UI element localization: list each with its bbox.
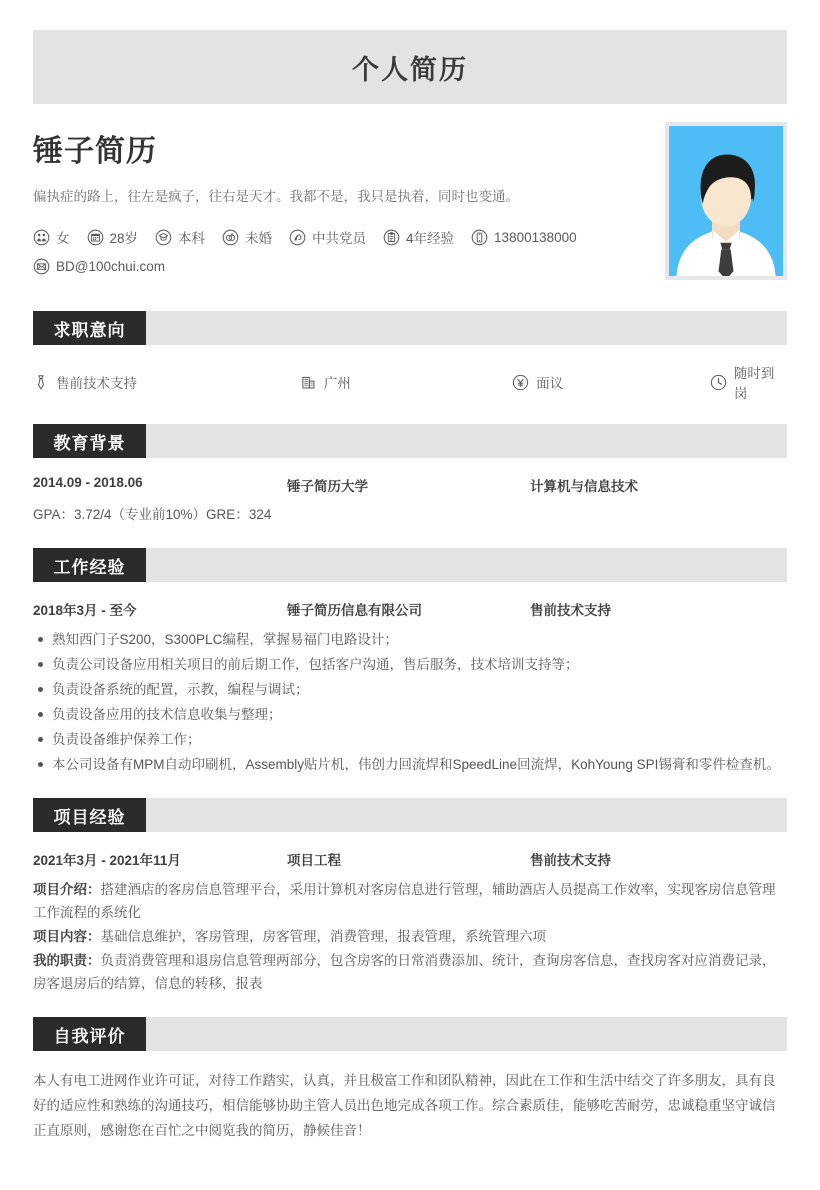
project-entry-header — [33, 849, 787, 869]
section-header-project — [33, 798, 787, 832]
list-item: 负责设备系统的配置，示教，编程与调试； — [33, 678, 787, 701]
project-intro-text: 搭建酒店的客房信息管理平台，采用计算机对客房信息进行管理，辅助酒店人员提高工作效率，实现客房信息管理工作流程的系统化 — [33, 882, 776, 920]
intention-salary — [512, 372, 710, 392]
intention-position — [33, 372, 300, 392]
intention-salary-value: 面议 — [536, 376, 564, 391]
project-duty-label: 我的职责： — [33, 953, 101, 968]
info-education-value: 本科 — [178, 231, 206, 246]
project-name: 项目工程 — [287, 853, 341, 868]
work-entry-header — [33, 599, 787, 619]
info-phone — [471, 229, 577, 246]
section-title-evaluation: 自我评价 — [33, 1017, 146, 1051]
intention-position-value: 售前技术支持 — [56, 376, 137, 391]
section-body-work — [33, 582, 787, 776]
calendar-icon — [87, 229, 104, 246]
party-icon — [289, 229, 306, 246]
intention-availability-value: 随时到岗 — [733, 366, 775, 401]
section-title-project: 项目经验 — [33, 798, 146, 832]
education-icon — [155, 229, 172, 246]
education-school: 锤子简历大学 — [287, 479, 368, 494]
project-role: 售前技术支持 — [530, 853, 611, 868]
project-duty-text: 负责消费管理和退房信息管理两部分，包含房客的日常消费添加、统计，查询房客信息，查找房客对应消费记录，房客退房后的结算，信息的转移，报表 — [33, 953, 776, 991]
section-body-project — [33, 832, 787, 995]
page-title: 个人简历 — [352, 54, 468, 85]
candidate-name: 锤子简历 — [33, 135, 157, 168]
email-icon — [33, 258, 50, 275]
intention-city — [300, 372, 512, 392]
work-company: 锤子简历信息有限公司 — [287, 603, 422, 618]
info-phone-value: 13800138000 — [494, 229, 577, 245]
info-gender-value: 女 — [56, 231, 70, 246]
section-title-intention: 求职意向 — [33, 311, 146, 345]
education-date: 2014.09 - 2018.06 — [33, 475, 143, 490]
salary-icon — [512, 374, 529, 391]
resume-page — [0, 30, 820, 1190]
page-banner — [33, 30, 787, 104]
info-email — [33, 258, 633, 275]
work-bullet-list — [33, 628, 787, 776]
phone-icon — [471, 229, 488, 246]
section-body-evaluation — [33, 1051, 787, 1143]
work-role: 售前技术支持 — [530, 603, 611, 618]
section-body-education — [33, 458, 787, 526]
project-duty — [33, 949, 787, 995]
section-title-education: 教育背景 — [33, 424, 146, 458]
education-detail: GPA：3.72/4（专业前10%）GRE：324 — [33, 507, 272, 522]
info-experience — [383, 227, 454, 247]
gender-icon — [33, 229, 50, 246]
info-email-value: BD@100chui.com — [56, 259, 166, 274]
list-item: 负责公司设备应用相关项目的前后期工作，包括客户沟通，售后服务，技术培训支持等； — [33, 653, 787, 676]
info-marital-value: 未婚 — [245, 231, 273, 246]
list-item: 负责设备应用的技术信息收集与整理； — [33, 703, 787, 726]
section-title-work: 工作经验 — [33, 548, 146, 582]
building-icon — [300, 374, 317, 391]
education-major: 计算机与信息技术 — [530, 479, 638, 494]
candidate-tagline: 偏执症的路上，往左是疯子，往右是天才。我都不是，我只是执着，同时也变通。 — [33, 189, 519, 204]
intention-availability — [710, 362, 787, 402]
project-date: 2021年3月 - 2021年11月 — [33, 853, 181, 868]
identity-block — [33, 104, 787, 289]
section-header-intention — [33, 311, 787, 345]
education-entry-header — [33, 475, 787, 495]
list-item: 熟知西门子S200，S300PLC编程，掌握易福门电路设计； — [33, 628, 787, 651]
tie-icon — [33, 374, 49, 391]
personal-info-list — [33, 227, 633, 275]
intention-city-value: 广州 — [323, 376, 351, 391]
project-content-text: 基础信息维护，客房管理，房客管理，消费管理，报表管理，系统管理六项 — [100, 929, 546, 944]
section-body-intention — [33, 345, 787, 402]
info-age — [87, 227, 139, 247]
info-gender — [33, 227, 70, 247]
section-header-evaluation — [33, 1017, 787, 1051]
list-item: 本公司设备有MPM自动印刷机，Assembly贴片机，伟创力回流焊和SpeedLine回流焊，KohYoung SPI锡膏和零件检查机。 — [33, 753, 787, 776]
marital-icon — [222, 229, 239, 246]
experience-icon — [383, 229, 400, 246]
project-intro — [33, 878, 787, 924]
info-party — [289, 227, 366, 247]
project-content — [33, 925, 787, 948]
info-experience-value: 4年经验 — [406, 231, 455, 246]
info-age-value: 28岁 — [109, 231, 139, 246]
intention-row — [33, 362, 787, 402]
work-date: 2018年3月 - 至今 — [33, 603, 137, 618]
list-item: 负责设备维护保养工作； — [33, 728, 787, 751]
info-education — [155, 227, 205, 247]
avatar — [665, 122, 787, 280]
evaluation-text: 本人有电工进网作业许可证，对待工作踏实，认真，并且极富工作和团队精神，因此在工作和生活中结交了许多朋友，具有良好的适应性和熟练的沟通技巧，相信能够协助主管人员出色地完成各项工作。综合素质佳，能够吃苦耐劳，忠诚稳重坚守诚信正直原则，感谢您在百忙之中阅览我的简历，静候佳音！ — [33, 1073, 776, 1138]
clock-icon — [710, 374, 727, 391]
project-content-label: 项目内容： — [33, 929, 101, 944]
info-marital — [222, 227, 272, 247]
section-header-education — [33, 424, 787, 458]
section-header-work — [33, 548, 787, 582]
project-intro-label: 项目介绍： — [33, 882, 101, 897]
info-party-value: 中共党员 — [312, 231, 367, 246]
